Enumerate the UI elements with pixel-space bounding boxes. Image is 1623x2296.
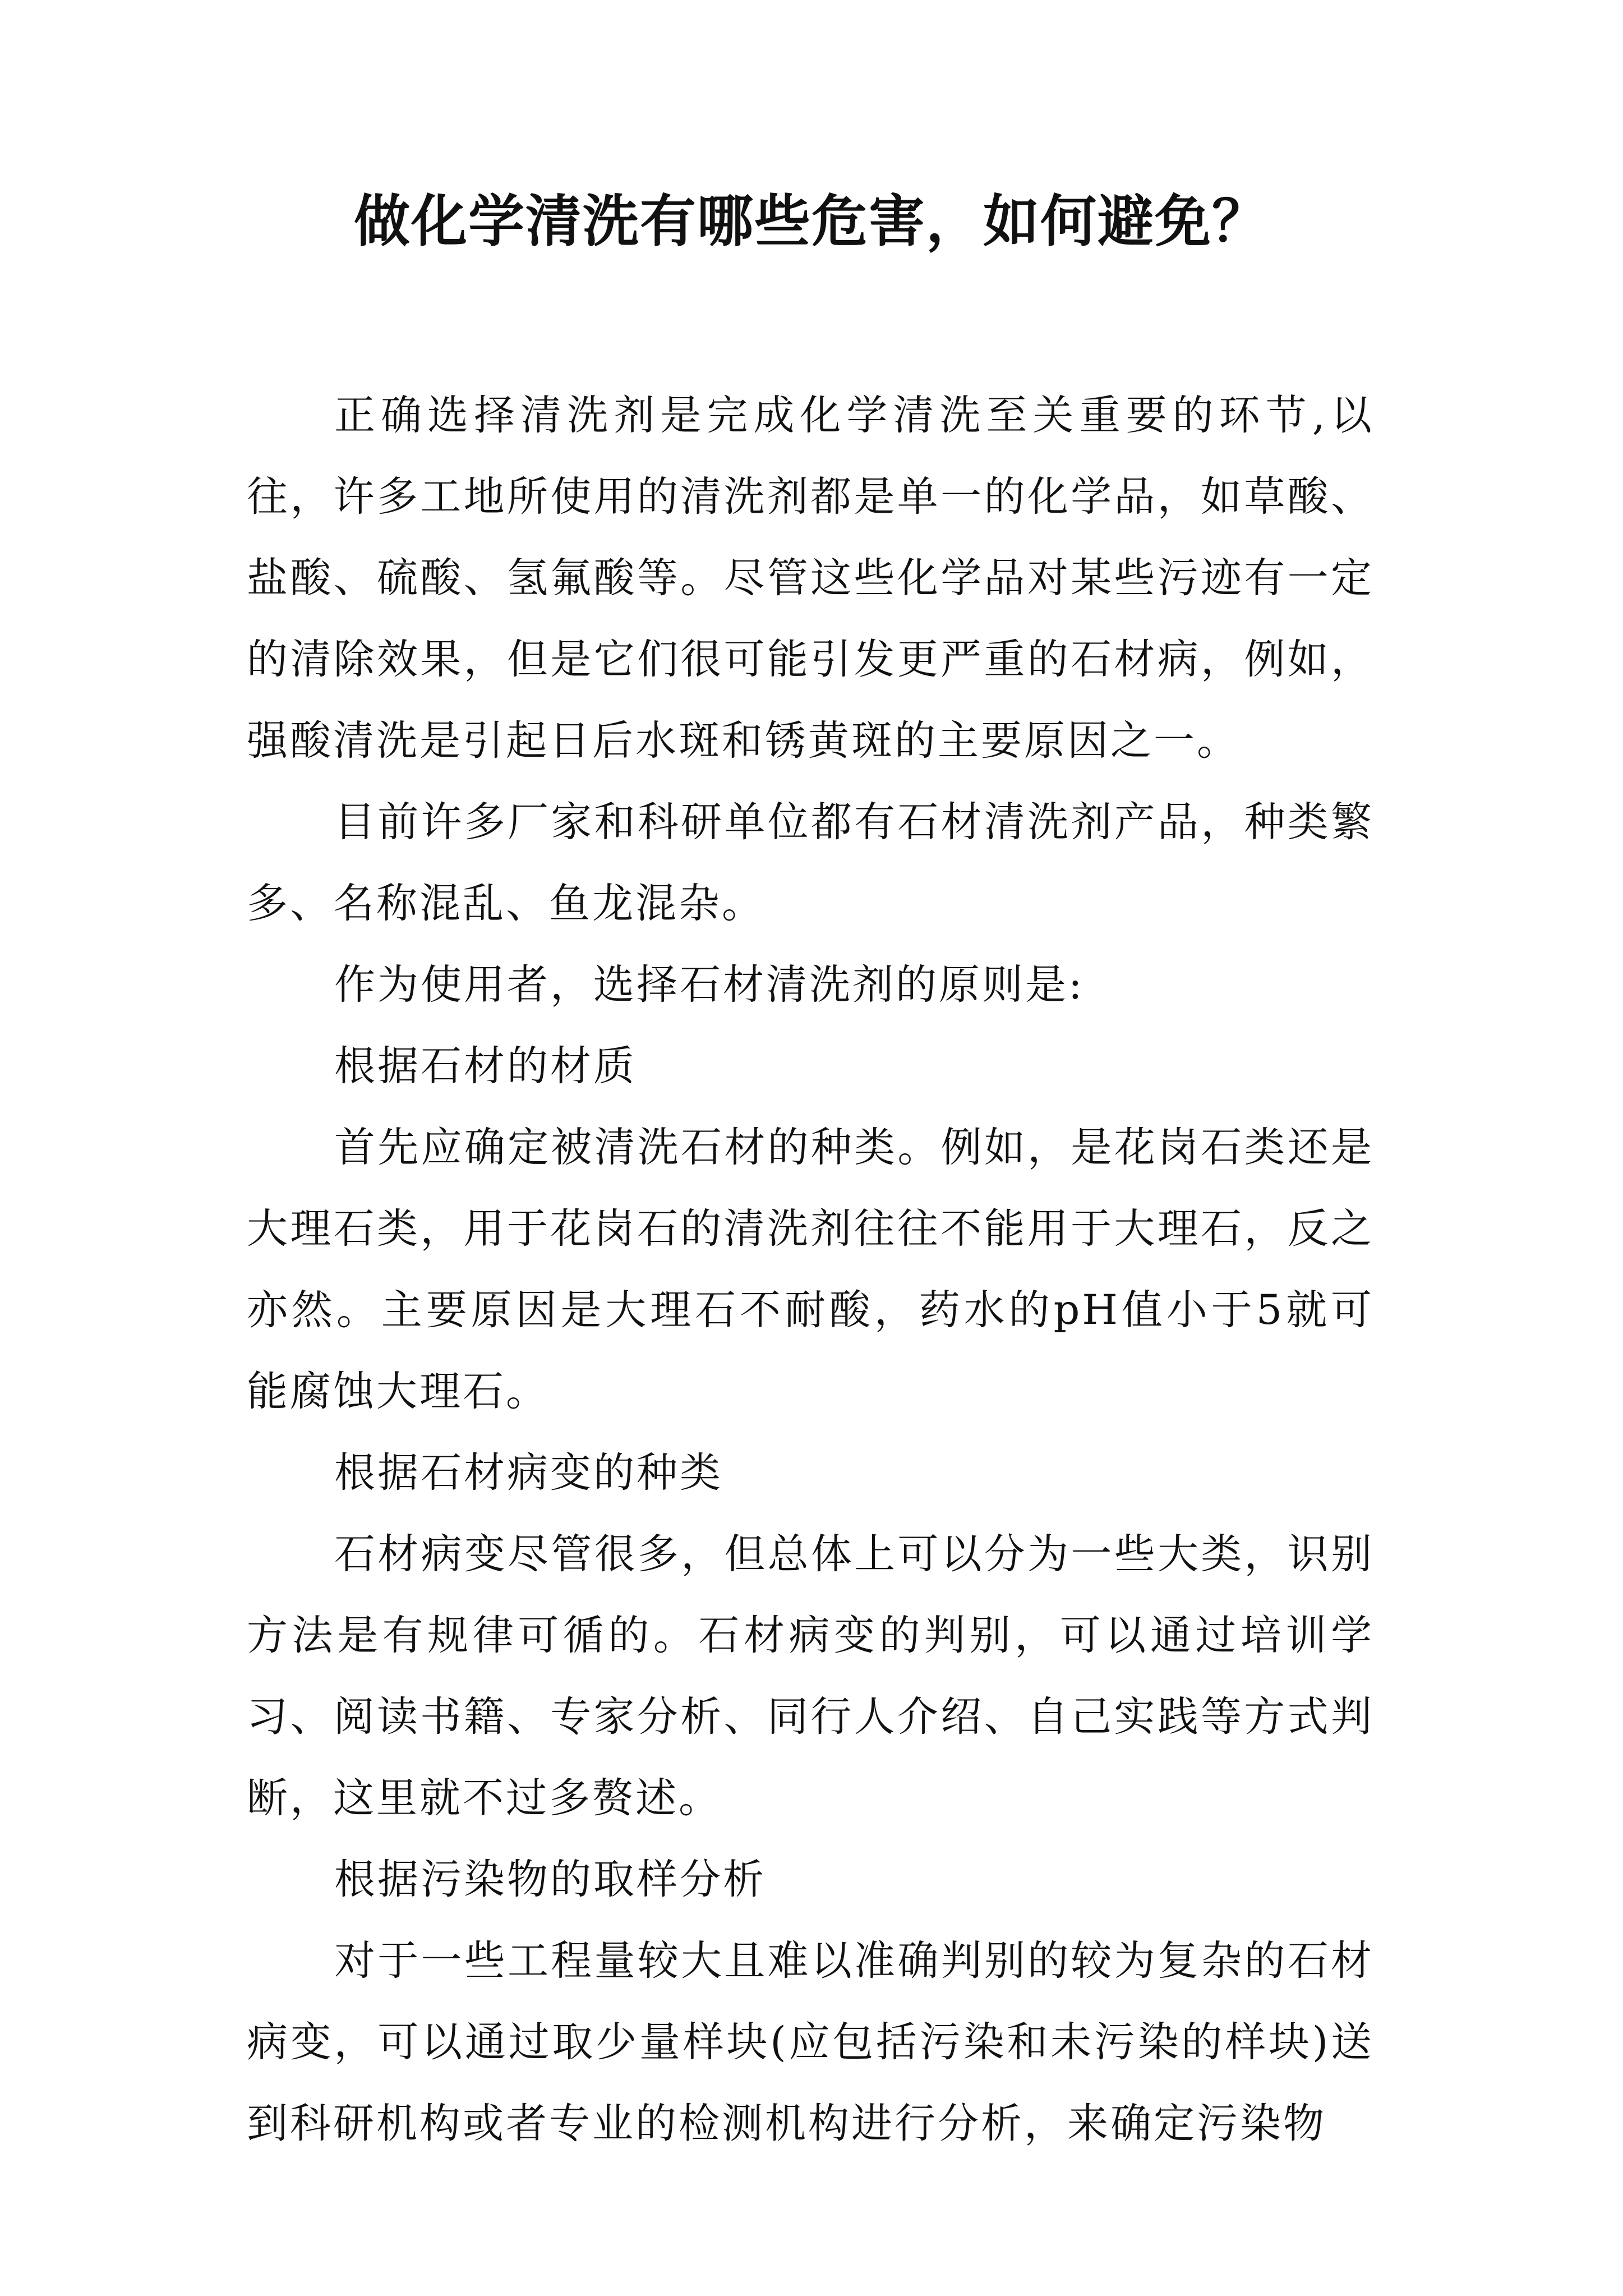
paragraph-material: 首先应确定被清洗石材的种类。例如，是花岗石类还是大理石类，用于花岗石的清洗剂往往不能用于大理石，反之亦然。主要原因是大理石不耐酸，药水的pH值小于5就可能腐蚀大理石。 (247, 1124, 1374, 1415)
paragraph-principle: 作为使用者，选择石材清洗剂的原则是: (334, 961, 1085, 1009)
page-title: 做化学清洗有哪些危害，如何避免？ (354, 188, 1269, 254)
heading-sampling: 根据污染物的取样分析 (334, 1856, 766, 1903)
paragraph-market: 目前许多厂家和科研单位都有石材清洗剂产品，种类繁多、名称混乱、鱼龙混杂。 (247, 798, 1374, 927)
paragraph-sampling: 对于一些工程量较大且难以准确判别的较为复杂的石材病变，可以通过取少量样块(应包括污染和未污染的样块)送到科研机构或者专业的检测机构进行分析，来确定污染物 (247, 1937, 1374, 2147)
paragraph-disease-type: 石材病变尽管很多，但总体上可以分为一些大类，识别方法是有规律可循的。石材病变的判别，可以通过培训学习、阅读书籍、专家分析、同行人介绍、自己实践等方式判断，这里就不过多赘述。 (247, 1530, 1374, 1822)
document-body (247, 375, 1374, 2164)
paragraph-intro: 正确选择清洗剂是完成化学清洗至关重要的环节,以往，许多工地所使用的清洗剂都是单一的化学品，如草酸、盐酸、硫酸、氢氟酸等。尽管这些化学品对某些污迹有一定的清除效果，但是它们很可能引发更严重的石材病，例如，强酸清洗是引起日后水斑和锈黄斑的主要原因之一。 (247, 392, 1374, 765)
heading-disease-type: 根据石材病变的种类 (334, 1449, 723, 1497)
heading-material: 根据石材的材质 (334, 1042, 637, 1090)
